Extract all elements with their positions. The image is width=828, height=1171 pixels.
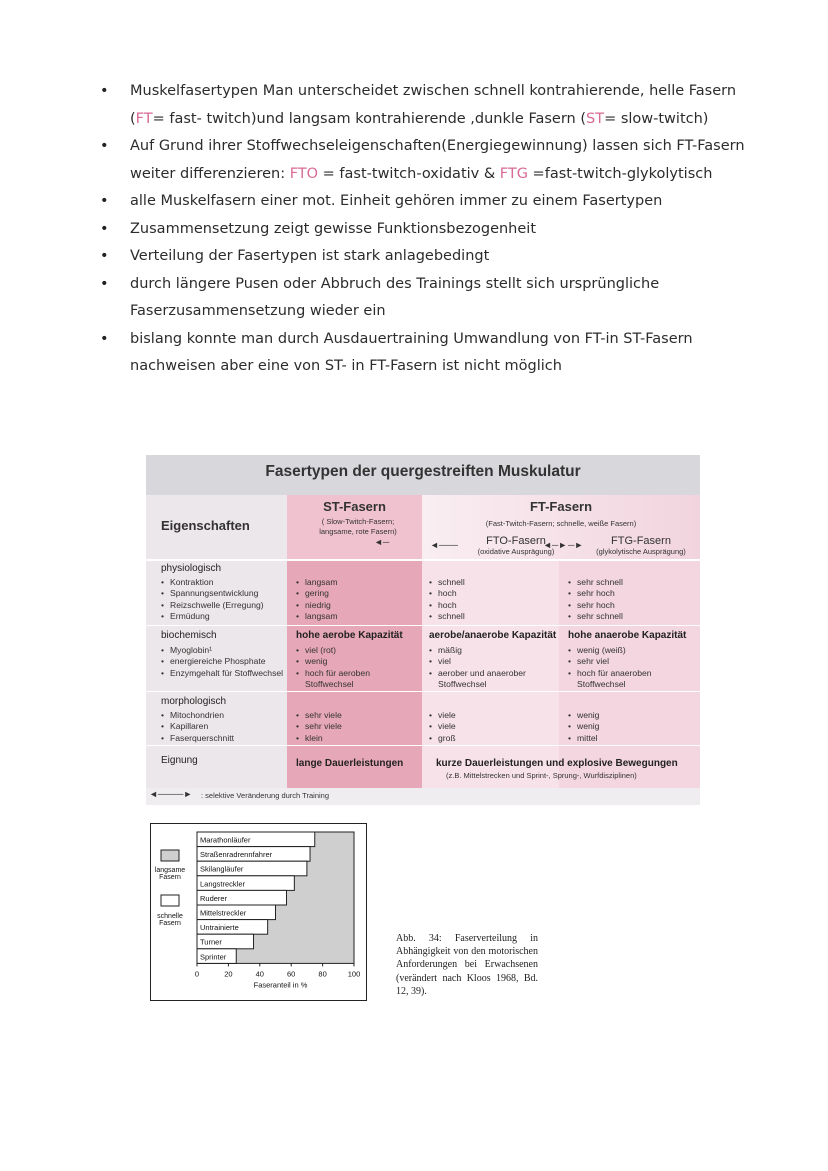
legend-swatch-slow — [161, 850, 179, 861]
note-item — [100, 326, 750, 381]
table-list-item: • aerober und anaerober Stoffwechsel — [429, 668, 557, 691]
eigenschaften-header: Eigenschaften — [161, 518, 250, 533]
highlight-term: ST — [586, 110, 605, 127]
bar-label: Marathonläufer — [200, 835, 251, 845]
table-list-item: • energiereiche Phosphate — [161, 656, 287, 667]
ft-fasern-header: FT-Fasern — [529, 499, 593, 514]
fto-header: FTO-Fasern — [486, 535, 546, 547]
ftg-subtitle: (glykolytische Ausprägung) — [596, 547, 686, 556]
table-title: Fasertypen der quergestreiften Muskulatur — [265, 463, 581, 480]
st-fasern-subtitle: ( Slow-Twitch-Fasern; langsame, rote Fasern) — [319, 517, 397, 536]
note-item — [100, 271, 750, 326]
biochemisch-label: biochemisch — [161, 630, 217, 641]
note-text: durch längere Pusen oder Abbruch des Trainings stellt sich ursprüngliche Faserzusammensetzung wieder ein — [130, 275, 660, 319]
table-list-item: • langsam — [296, 611, 418, 622]
table-list-item: • Kapillaren — [161, 721, 287, 732]
bio-st-header: hohe aerobe Kapazität — [296, 630, 403, 641]
fto-subtitle: (oxidative Ausprägung) — [477, 547, 555, 556]
note-item — [100, 216, 750, 244]
table-list-item: • Ermüdung — [161, 611, 287, 622]
bar-label: Ruderer — [200, 893, 228, 903]
x-tick-label: 100 — [347, 969, 361, 979]
note-text: Zusammensetzung zeigt gewisse Funktionsbezogenheit — [130, 220, 536, 237]
table-list-item: • hoch — [429, 588, 557, 599]
note-text: Auf Grund ihrer Stoffwechseleigenschaften(Energiegewinnung) lassen sich FT-Fasern weiter differenzieren: — [130, 138, 745, 182]
table-list-item: • Faserquerschnitt — [161, 733, 287, 744]
eignung-st: lange Dauerleistungen — [296, 758, 404, 769]
divider — [146, 559, 700, 561]
table-list-item: • mittel — [568, 733, 696, 744]
bullet-notes — [100, 78, 750, 381]
table-list-item: • viel — [429, 656, 557, 667]
eignung-ft: kurze Dauerleistungen und explosive Bewegungen — [436, 758, 678, 769]
legend-label-fast: schnelle — [157, 913, 183, 920]
table-list-item: • wenig — [296, 656, 418, 667]
note-text: bislang konnte man durch Ausdauertraining Umwandlung von FT-in ST-Fasern nachweisen aber eine von ST- in FT-Fasern ist nicht möglich — [130, 330, 693, 374]
table-list-item: • Spannungsentwicklung — [161, 588, 287, 599]
morph-items — [161, 710, 287, 744]
x-tick-label: 20 — [224, 969, 233, 979]
note-item — [100, 78, 750, 133]
bio-fto-values — [429, 645, 557, 691]
table-list-item: • sehr viel — [568, 656, 696, 667]
divider — [146, 691, 700, 692]
highlight-term: FTG — [499, 165, 528, 182]
highlight-term: FT — [135, 110, 153, 127]
bar-label: Straßenradrennfahrer — [200, 850, 273, 860]
table-list-item: • viele — [429, 721, 557, 732]
table-list-item: • sehr hoch — [568, 588, 696, 599]
table-list-item: • sehr viele — [296, 710, 418, 721]
bio-st-values — [296, 645, 418, 691]
table-list-item: • Mitochondrien — [161, 710, 287, 721]
table-list-item: • Enzymgehalt für Stoffwechsel — [161, 668, 287, 679]
morphologisch-label: morphologisch — [161, 696, 227, 707]
bar-label: Untrainierte — [200, 923, 239, 933]
table-list-item: • wenig — [568, 710, 696, 721]
physio-ftg-values — [568, 577, 696, 623]
physiologisch-label: physiologisch — [161, 563, 222, 574]
note-text: =fast-twitch-glykolytisch — [527, 165, 713, 182]
note-text: = fast- twitch)und langsam kontrahierende ,dunkle Fasern ( — [152, 110, 586, 127]
table-list-item: • niedrig — [296, 600, 418, 611]
table-list-item: • viel (rot) — [296, 645, 418, 656]
morph-fto-values — [429, 710, 557, 744]
eignung-label: Eignung — [161, 755, 198, 766]
fibre-types-table — [146, 455, 700, 805]
legend-swatch-fast — [161, 895, 179, 906]
note-text: = fast-twitch-oxidativ & — [318, 165, 500, 182]
table-list-item: • sehr schnell — [568, 577, 696, 588]
ft-fasern-subtitle: (Fast-Twitch-Fasern; schnelle, weiße Fasern) — [485, 519, 637, 528]
st-fasern-header: ST-Fasern — [323, 499, 386, 514]
highlight-term: FTO — [289, 165, 319, 182]
bio-fto-header: aerobe/anaerobe Kapazität — [429, 630, 557, 641]
table-list-item: • schnell — [429, 577, 557, 588]
table-list-item: • schnell — [429, 611, 557, 622]
figure-caption: Abb. 34: Faserverteilung in Abhängigkeit von den motorischen Anforderungen bei Erwachsenen (verändert nach Kloos 1968, Bd. 12, 39). — [396, 933, 538, 997]
morph-ftg-values — [568, 710, 696, 744]
note-item — [100, 133, 750, 188]
divider — [146, 625, 700, 626]
note-text: Muskelfasertypen Man unterscheidet zwischen schnell kontrahierende, helle Fasern ( — [130, 83, 737, 127]
morph-st-values — [296, 710, 418, 744]
legend-note: : selektive Veränderung durch Training — [201, 791, 329, 800]
table-list-item: • Reizschwelle (Erregung) — [161, 600, 287, 611]
fibre-distribution-chart — [150, 823, 367, 1001]
table-list-item: • wenig — [568, 721, 696, 732]
physio-fto-values — [429, 577, 557, 623]
note-item — [100, 188, 750, 216]
x-tick-label: 0 — [194, 969, 200, 979]
table-list-item: • langsam — [296, 577, 418, 588]
x-axis-label: Faseranteil in % — [253, 980, 308, 990]
x-tick-label: 80 — [318, 969, 327, 979]
bar-label: Langstreckler — [200, 879, 246, 889]
bar-label: Sprinter — [200, 952, 227, 962]
table-list-item: • hoch für anaeroben Stoffwechsel — [568, 668, 696, 691]
bio-items — [161, 645, 287, 679]
table-list-item: • mäßig — [429, 645, 557, 656]
bio-ftg-header: hohe anaerobe Kapazität — [568, 630, 687, 641]
arrow-right-icon: ─► — [568, 540, 584, 550]
table-list-item: • wenig (weiß) — [568, 645, 696, 656]
note-text: = slow-twitch) — [604, 110, 709, 127]
table-list-item: • hoch — [429, 600, 557, 611]
table-list-item: • gering — [296, 588, 418, 599]
bar-chart-svg — [151, 824, 366, 1000]
x-tick-label: 40 — [255, 969, 264, 979]
x-tick-label: 60 — [287, 969, 296, 979]
bar-label: Turner — [200, 937, 222, 947]
double-arrow-icon: ◄─► — [543, 540, 568, 550]
table-list-item: • viele — [429, 710, 557, 721]
bar-label: Skilangläufer — [200, 864, 244, 874]
table-list-item: • Kontraktion — [161, 577, 287, 588]
table-list-item: • Myoglobin¹ — [161, 645, 287, 656]
table-list-item: • sehr viele — [296, 721, 418, 732]
bar-label: Mittelstreckler — [200, 908, 247, 918]
bio-ftg-values — [568, 645, 696, 691]
legend-label-slow: Fasern — [159, 874, 181, 881]
table-list-item: • groß — [429, 733, 557, 744]
divider — [146, 745, 700, 746]
table-list-item: • klein — [296, 733, 418, 744]
note-text: Verteilung der Fasertypen ist stark anlagebedingt — [130, 248, 490, 264]
note-text: alle Muskelfasern einer mot. Einheit gehören immer zu einem Fasertypen — [130, 193, 663, 209]
physio-items — [161, 577, 287, 623]
ftg-header: FTG-Fasern — [611, 535, 671, 547]
table-list-item: • sehr hoch — [568, 600, 696, 611]
physio-st-values — [296, 577, 418, 623]
table-list-item: • hoch für aeroben Stoffwechsel — [296, 668, 418, 691]
eignung-ft-subtitle: (z.B. Mittelstrecken und Sprint-, Sprung-, Wurfdisziplinen) — [446, 771, 637, 780]
legend-label-slow: langsame — [154, 867, 186, 874]
arrow-left-icon: ◄─── — [430, 540, 459, 550]
legend-label-fast: Fasern — [159, 920, 181, 927]
note-item — [100, 243, 750, 271]
arrow-left-icon: ◄─ — [374, 537, 390, 547]
table-list-item: • sehr schnell — [568, 611, 696, 622]
double-arrow-icon: ◄────► — [149, 789, 193, 799]
